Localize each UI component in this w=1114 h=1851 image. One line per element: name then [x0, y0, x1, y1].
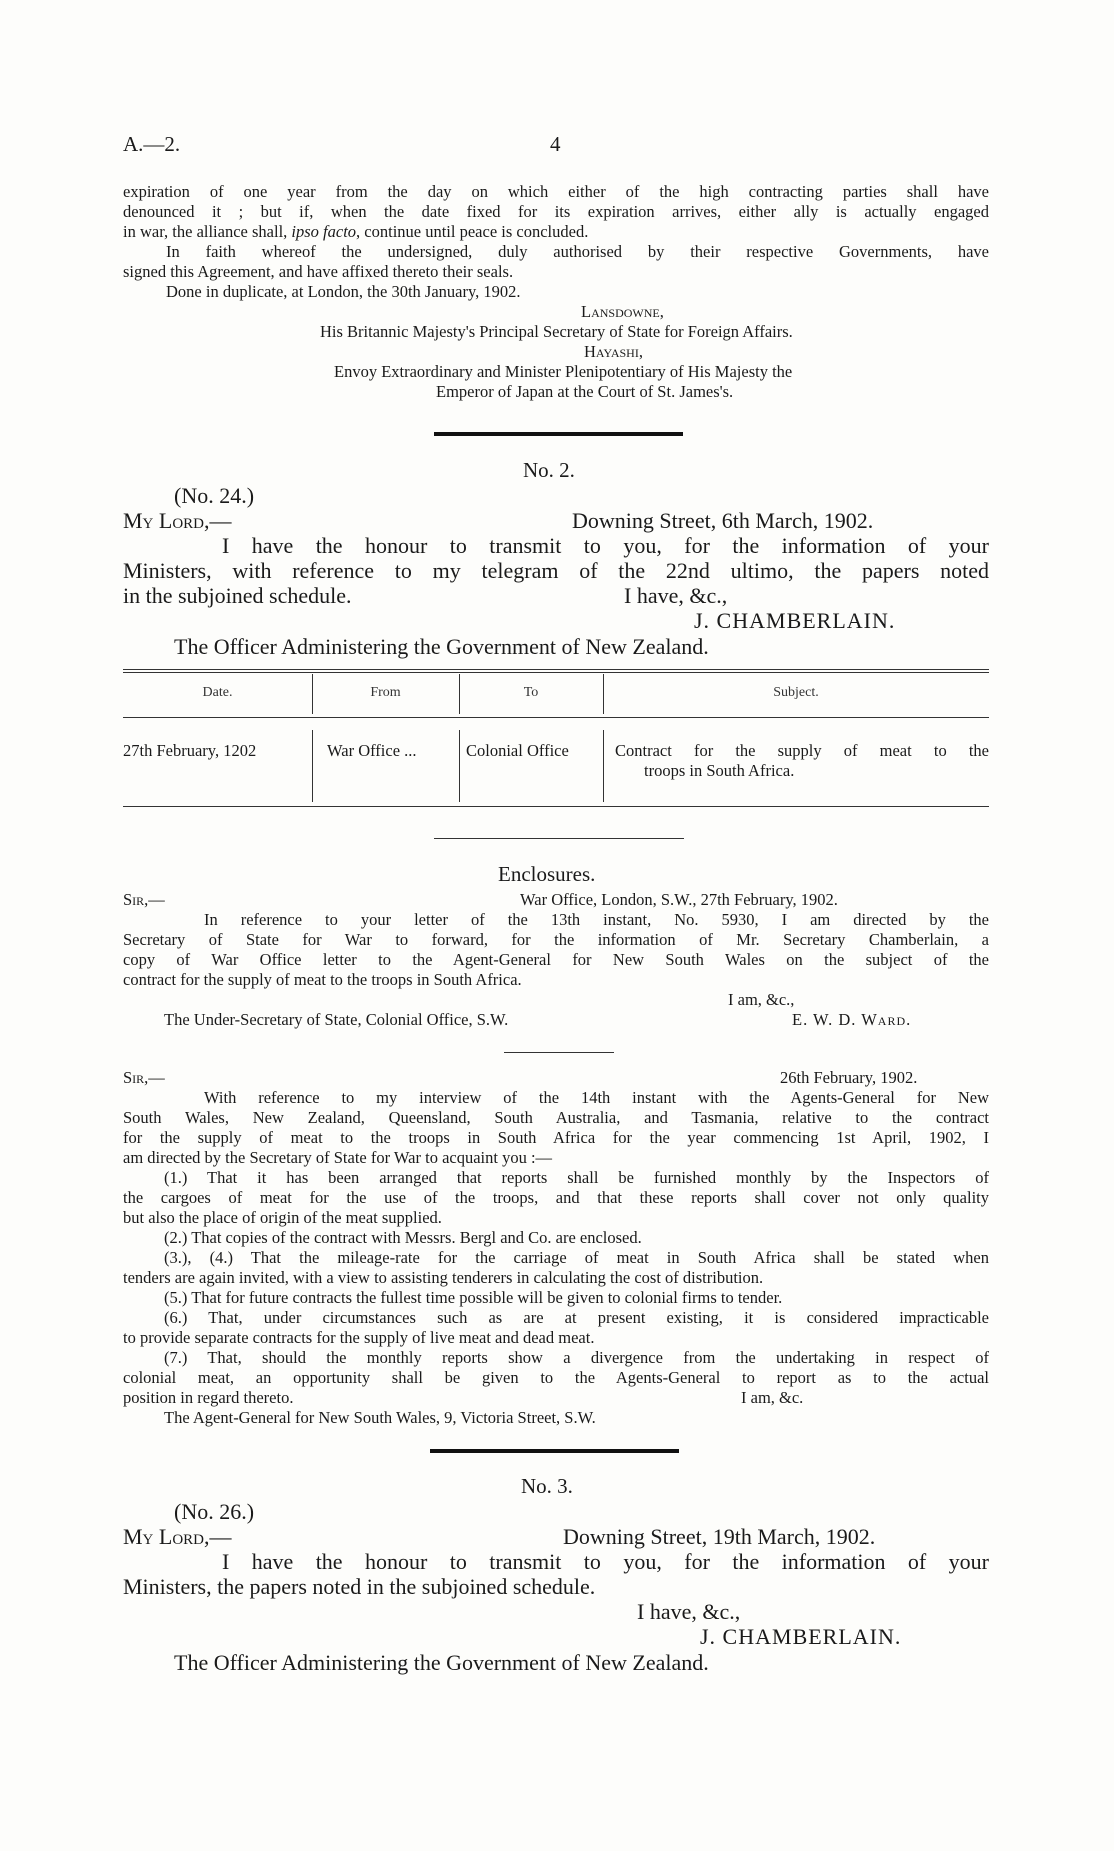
text-line: I have the honour to transmit to you, for the information of your — [222, 533, 989, 558]
text-line: am directed by the Secretary of State for War to acquaint you :— — [123, 1148, 553, 1167]
salutation: My Lord,— — [123, 1524, 232, 1549]
section-rule — [434, 838, 684, 839]
table-divider — [312, 730, 313, 802]
running-header: A.—2. — [123, 132, 181, 156]
list-item-line: (6.) That, under circumstances such as are at present existing, it is considered impracticable — [164, 1308, 989, 1327]
section-rule — [434, 432, 683, 436]
text-line: In faith whereof the undersigned, duly authorised by their respective Governments, have — [166, 242, 989, 261]
text-line: expiration of one year from the day on which either of the high contracting parties shall have — [123, 182, 989, 201]
list-item-line: colonial meat, an opportunity shall be given to the Agents-General to report as to the actual — [123, 1368, 989, 1387]
text-line: in war, the alliance shall, ipso facto, continue until peace is concluded. — [123, 222, 589, 241]
text-line: Secretary of State for War to forward, for the information of Mr. Secretary Chamberlain, a — [123, 930, 989, 949]
list-item-line: (2.) That copies of the contract with Messrs. Bergl and Co. are enclosed. — [164, 1228, 642, 1247]
table-rule — [123, 717, 989, 718]
table-rule — [123, 669, 989, 670]
dispatch-ref: (No. 26.) — [174, 1499, 255, 1524]
text-line: With reference to my interview of the 14th instant with the Agents-General for New — [204, 1088, 989, 1107]
salutation: My Lord,— — [123, 508, 232, 533]
place-date: Downing Street, 6th March, 1902. — [572, 508, 874, 533]
list-item-line: to provide separate contracts for the supply of live meat and dead meat. — [123, 1328, 595, 1347]
list-item-line: (7.) That, should the monthly reports show a divergence from the undertaking in respect of — [164, 1348, 989, 1367]
page-number: 4 — [550, 132, 561, 156]
table-divider — [603, 730, 604, 802]
closing: I am, &c. — [741, 1388, 804, 1407]
text-line: denounced it ; but if, when the date fixed for its expiration arrives, either ally is actually engaged — [123, 202, 989, 221]
closing: I am, &c., — [728, 990, 795, 1009]
salutation: Sir,— — [123, 1068, 165, 1087]
signatory-name: Hayashi, — [584, 342, 643, 361]
text-line: signed this Agreement, and have affixed thereto their seals. — [123, 262, 514, 281]
section-rule — [430, 1449, 679, 1453]
signature: J. CHAMBERLAIN. — [700, 1624, 902, 1649]
dispatch-ref: (No. 24.) — [174, 483, 255, 508]
addressee: The Under-Secretary of State, Colonial Office, S.W. — [164, 1010, 509, 1029]
col-header-subject: Subject. — [773, 685, 819, 700]
signatory-title: Emperor of Japan at the Court of St. James's. — [436, 382, 734, 401]
list-item-line: tenders are again invited, with a view to assisting tenderers in calculating the cost of distribution. — [123, 1268, 764, 1287]
section-heading: No. 2. — [523, 458, 575, 482]
text-line: Ministers, with reference to my telegram of the 22nd ultimo, the papers noted — [123, 558, 989, 583]
text-line: Done in duplicate, at London, the 30th January, 1902. — [166, 282, 521, 301]
list-item-line: (5.) That for future contracts the fullest time possible will be given to colonial firms to tender. — [164, 1288, 783, 1307]
table-divider — [459, 730, 460, 802]
cell-from: War Office ... — [327, 741, 417, 760]
text-line: Ministers, the papers noted in the subjoined schedule. — [123, 1574, 596, 1599]
section-heading: Enclosures. — [498, 862, 596, 886]
text-line: In reference to your letter of the 13th instant, No. 5930, I am directed by the — [204, 910, 989, 929]
place-date: War Office, London, S.W., 27th February, 1902. — [520, 890, 838, 909]
signatory-title: His Britannic Majesty's Principal Secretary of State for Foreign Affairs. — [320, 322, 793, 341]
signature: E. W. D. Ward. — [792, 1010, 912, 1029]
text-line: South Wales, New Zealand, Queensland, South Australia, and Tasmania, relative to the contract — [123, 1108, 989, 1127]
addressee: The Officer Administering the Government of New Zealand. — [174, 1650, 709, 1675]
salutation: Sir,— — [123, 890, 165, 909]
cell-to: Colonial Office — [466, 741, 569, 760]
signatory-name: Lansdowne, — [581, 302, 664, 321]
text-line: I have the honour to transmit to you, for the information of your — [222, 1549, 989, 1574]
list-item-line: (3.), (4.) That the mileage-rate for the carriage of meat in South Africa shall be stated when — [164, 1248, 989, 1267]
text-line: for the supply of meat to the troops in South Africa for the year commencing 1st April, 1902, I — [123, 1128, 989, 1147]
text-line: in the subjoined schedule. — [123, 583, 352, 608]
text-line: contract for the supply of meat to the troops in South Africa. — [123, 970, 522, 989]
col-header-date: Date. — [202, 685, 233, 700]
list-item-line: the cargoes of meat for the use of the troops, and that these reports shall cover not only quality — [123, 1188, 989, 1207]
table-rule — [123, 672, 989, 673]
letter-date: 26th February, 1902. — [780, 1068, 918, 1087]
addressee: The Agent-General for New South Wales, 9, Victoria Street, S.W. — [164, 1408, 596, 1427]
cell-date: 27th February, 1202 — [123, 741, 257, 760]
signature: J. CHAMBERLAIN. — [694, 608, 896, 633]
col-header-from: From — [370, 685, 401, 700]
section-heading: No. 3. — [521, 1474, 573, 1498]
closing: I have, &c., — [637, 1599, 741, 1624]
cell-subject: troops in South Africa. — [644, 761, 795, 780]
addressee: The Officer Administering the Government of New Zealand. — [174, 634, 709, 659]
signatory-title: Envoy Extraordinary and Minister Plenipotentiary of His Majesty the — [334, 362, 793, 381]
list-item-line: (1.) That it has been arranged that reports shall be furnished monthly by the Inspectors of — [164, 1168, 989, 1187]
closing: I have, &c., — [624, 583, 728, 608]
col-header-to: To — [523, 685, 539, 700]
cell-subject: Contract for the supply of meat to the — [615, 741, 989, 760]
separator-rule — [504, 1052, 614, 1053]
table-rule — [123, 806, 989, 807]
text-line: copy of War Office letter to the Agent-General for New South Wales on the subject of the — [123, 950, 989, 969]
place-date: Downing Street, 19th March, 1902. — [563, 1524, 876, 1549]
list-item-line: position in regard thereto. — [123, 1388, 294, 1407]
list-item-line: but also the place of origin of the meat supplied. — [123, 1208, 442, 1227]
